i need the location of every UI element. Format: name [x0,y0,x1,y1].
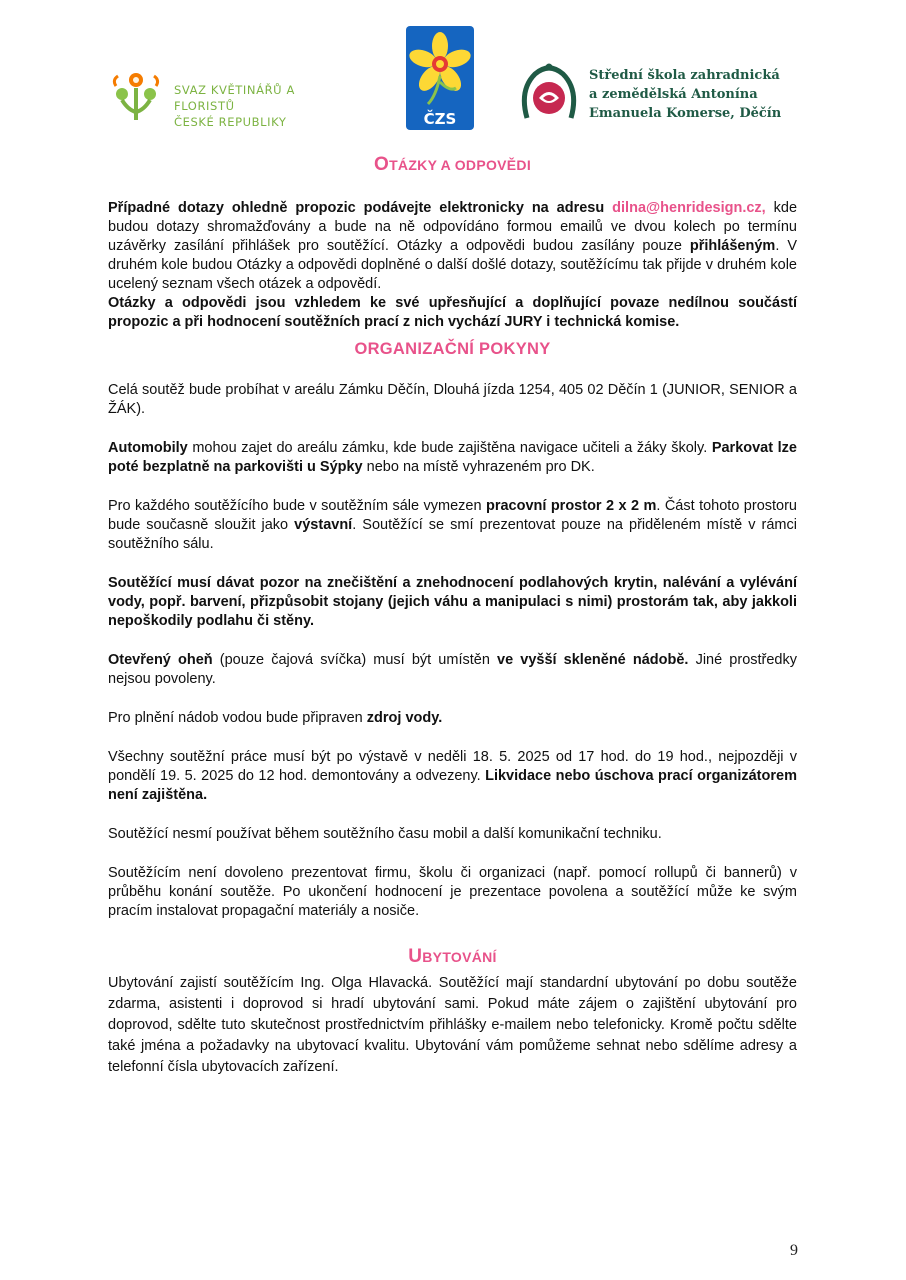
svkf-logo-text [174,82,358,130]
org-p7-bold: Likvidace nebo úschova prací organizátorem není zajištěna. [108,768,797,803]
lodging-heading [108,947,797,967]
lodging-paragraph-1: Ubytování zajistí soutěžícím Ing. Olga Hlavacká. Soutěžící mají standardní ubytování po dobu soutěže zdarma, asistenti i doprovod si hradí ubytování sami. Pokud máte zájem o zajištění ubytování pro doprovod, sdělte tuto skutečnost prostřednictvím přihlášky e-mailem nebo telefonicky. Kromě počtu sdělte také jména a požadavky na ubytovací kvalitu. Ubytování vám pomůžeme sehnat nebo sdělíme adresy a telefonní čísla ubytovacích zařízení. [108,975,797,1075]
school-line3: Emanuela Komerse, Děčín [589,106,782,121]
czs-logo [406,26,474,130]
org-p5-bold2: ve vyšší skleněné nádobě. [497,652,689,668]
org-p2-bold: Automobily [108,440,188,456]
org-paragraph-5 [108,651,797,689]
org-p5-text2: Jiné prostředky nejsou povoleny. [108,652,797,687]
qa-heading [108,155,797,175]
org-paragraph-2 [108,439,797,477]
czs-logo-text: ČZS [423,110,457,128]
org-p5-bold: Otevřený oheň [108,652,213,668]
org-paragraph-3 [108,497,797,554]
qa-p2-bold: Otázky a odpovědi jsou vzhledem ke své upřesňující a doplňující povaze nedílnou součástí propozic a při hodnocení soutěžních prací z nich vychází JURY i technická komise. [108,295,797,330]
email-link[interactable]: dilna@henridesign.cz, [612,200,766,216]
page-header [0,20,906,135]
svkf-logo-line1: SVAZ KVĚTINÁŘŮ A FLORISTŮ [174,83,295,113]
org-p3-text3: . Soutěžící se smí prezentovat pouze na přiděleném místě v rámci soutěžního sálu. [108,517,797,552]
org-p2-text2: nebo na místě vyhrazeném pro DK. [362,459,595,475]
school-line2: a zemědělská Antonína [589,87,758,102]
org-paragraph-7 [108,748,797,805]
school-logo-text [589,66,781,123]
svkf-logo-line2: ČESKÉ REPUBLIKY [174,115,287,129]
org-heading-text: ORGANIZAČNÍ POKYNY [354,340,551,358]
school-logo [517,60,807,130]
qa-heading-cap: O [373,154,390,175]
qa-p1-bold2: přihlášeným [689,238,776,254]
org-p6-bold: zdroj vody. [366,710,443,726]
org-paragraph-4 [108,574,797,631]
org-p2-bold2: Parkovat lze poté bezplatně na parkovišti u Sýpky [108,440,797,475]
org-p3-bold2: výstavní [294,517,353,533]
org-paragraph-6 [108,709,797,728]
org-paragraph-1: Celá soutěž bude probíhat v areálu Zámku Děčín, Dlouhá jízda 1254, 405 02 Děčín 1 (JUNIOR, SENIOR a ŽÁK). [108,382,797,417]
svkf-logo [108,66,358,129]
org-heading [108,340,797,359]
org-p3-bold: pracovní prostor 2 x 2 m [485,498,657,514]
org-p4-bold: Soutěžící musí dávat pozor na znečištění a znehodnocení podlahových krytin, nalévání a vylévání vody, popř. barvení, přizpůsobit stojany (jejich váhu a manipulaci s nimi) prostorám tak, aby jakkoli nepoškodily podlahu či stěny. [108,575,797,629]
org-p6-text: Pro plnění nádob vodou bude připraven [108,710,367,726]
rose-horseshoe-icon [517,60,581,126]
org-p5-text: (pouze čajová svíčka) musí být umístěn [212,652,498,668]
lodging-heading-cap: U [408,946,423,967]
org-paragraph-8: Soutěžící nesmí používat během soutěžního času mobil a další komunikační techniku. [108,826,662,842]
school-line1: Střední škola zahradnická [589,68,780,83]
daffodil-icon [406,26,474,130]
qa-paragraph-1 [108,199,797,294]
org-p3-text2: . Část tohoto prostoru bude současně sloužit jako [108,498,797,533]
flower-people-icon [108,66,168,122]
qa-p1-text: kde budou dotazy shromažďovány a bude na ně odpovídáno formou emailů ve dvou kolech po termínu uzávěrky zasílání přihlášek pro soutěžící. Otázky a odpovědi budou zasílány pouze [108,200,798,254]
qa-paragraph-2 [108,294,797,332]
qa-p1-text2: . V druhém kole budou Otázky a odpovědi doplněné o další došlé dotazy, soutěžícímu tak přijde v druhém kole ucelený seznam všech otázek a odpovědí. [108,238,797,292]
org-paragraph-9: Soutěžícím není dovoleno prezentovat firmu, školu či organizaci (např. pomocí rollupů či bannerů) v průběhu konání soutěže. Po ukončení hodnocení je prezentace povolena a soutěžící může ke svým pracím instalovat propagační materiály a nosiče. [108,865,797,919]
org-p3-text: Pro každého soutěžícího bude v soutěžním sále vymezen [108,498,486,514]
document-body [108,155,797,1078]
lodging-heading-rest: BYTOVÁNÍ [422,949,497,965]
qa-heading-rest: TÁZKY A ODPOVĚDI [389,157,532,173]
qa-p1-bold: Případné dotazy ohledně propozic podávejte elektronicky na adresu [108,200,605,216]
page-number: 9 [790,1242,798,1259]
org-p7-text: Všechny soutěžní práce musí být po výstavě v neděli 18. 5. 2025 od 17 hod. do 19 hod., nejpozději v pondělí 19. 5. 2025 do 12 hod. demontovány a odvezeny. [108,749,797,784]
org-p2-text: mohou zajet do areálu zámku, kde bude zajištěna navigace učiteli a žáky školy. [187,440,712,456]
